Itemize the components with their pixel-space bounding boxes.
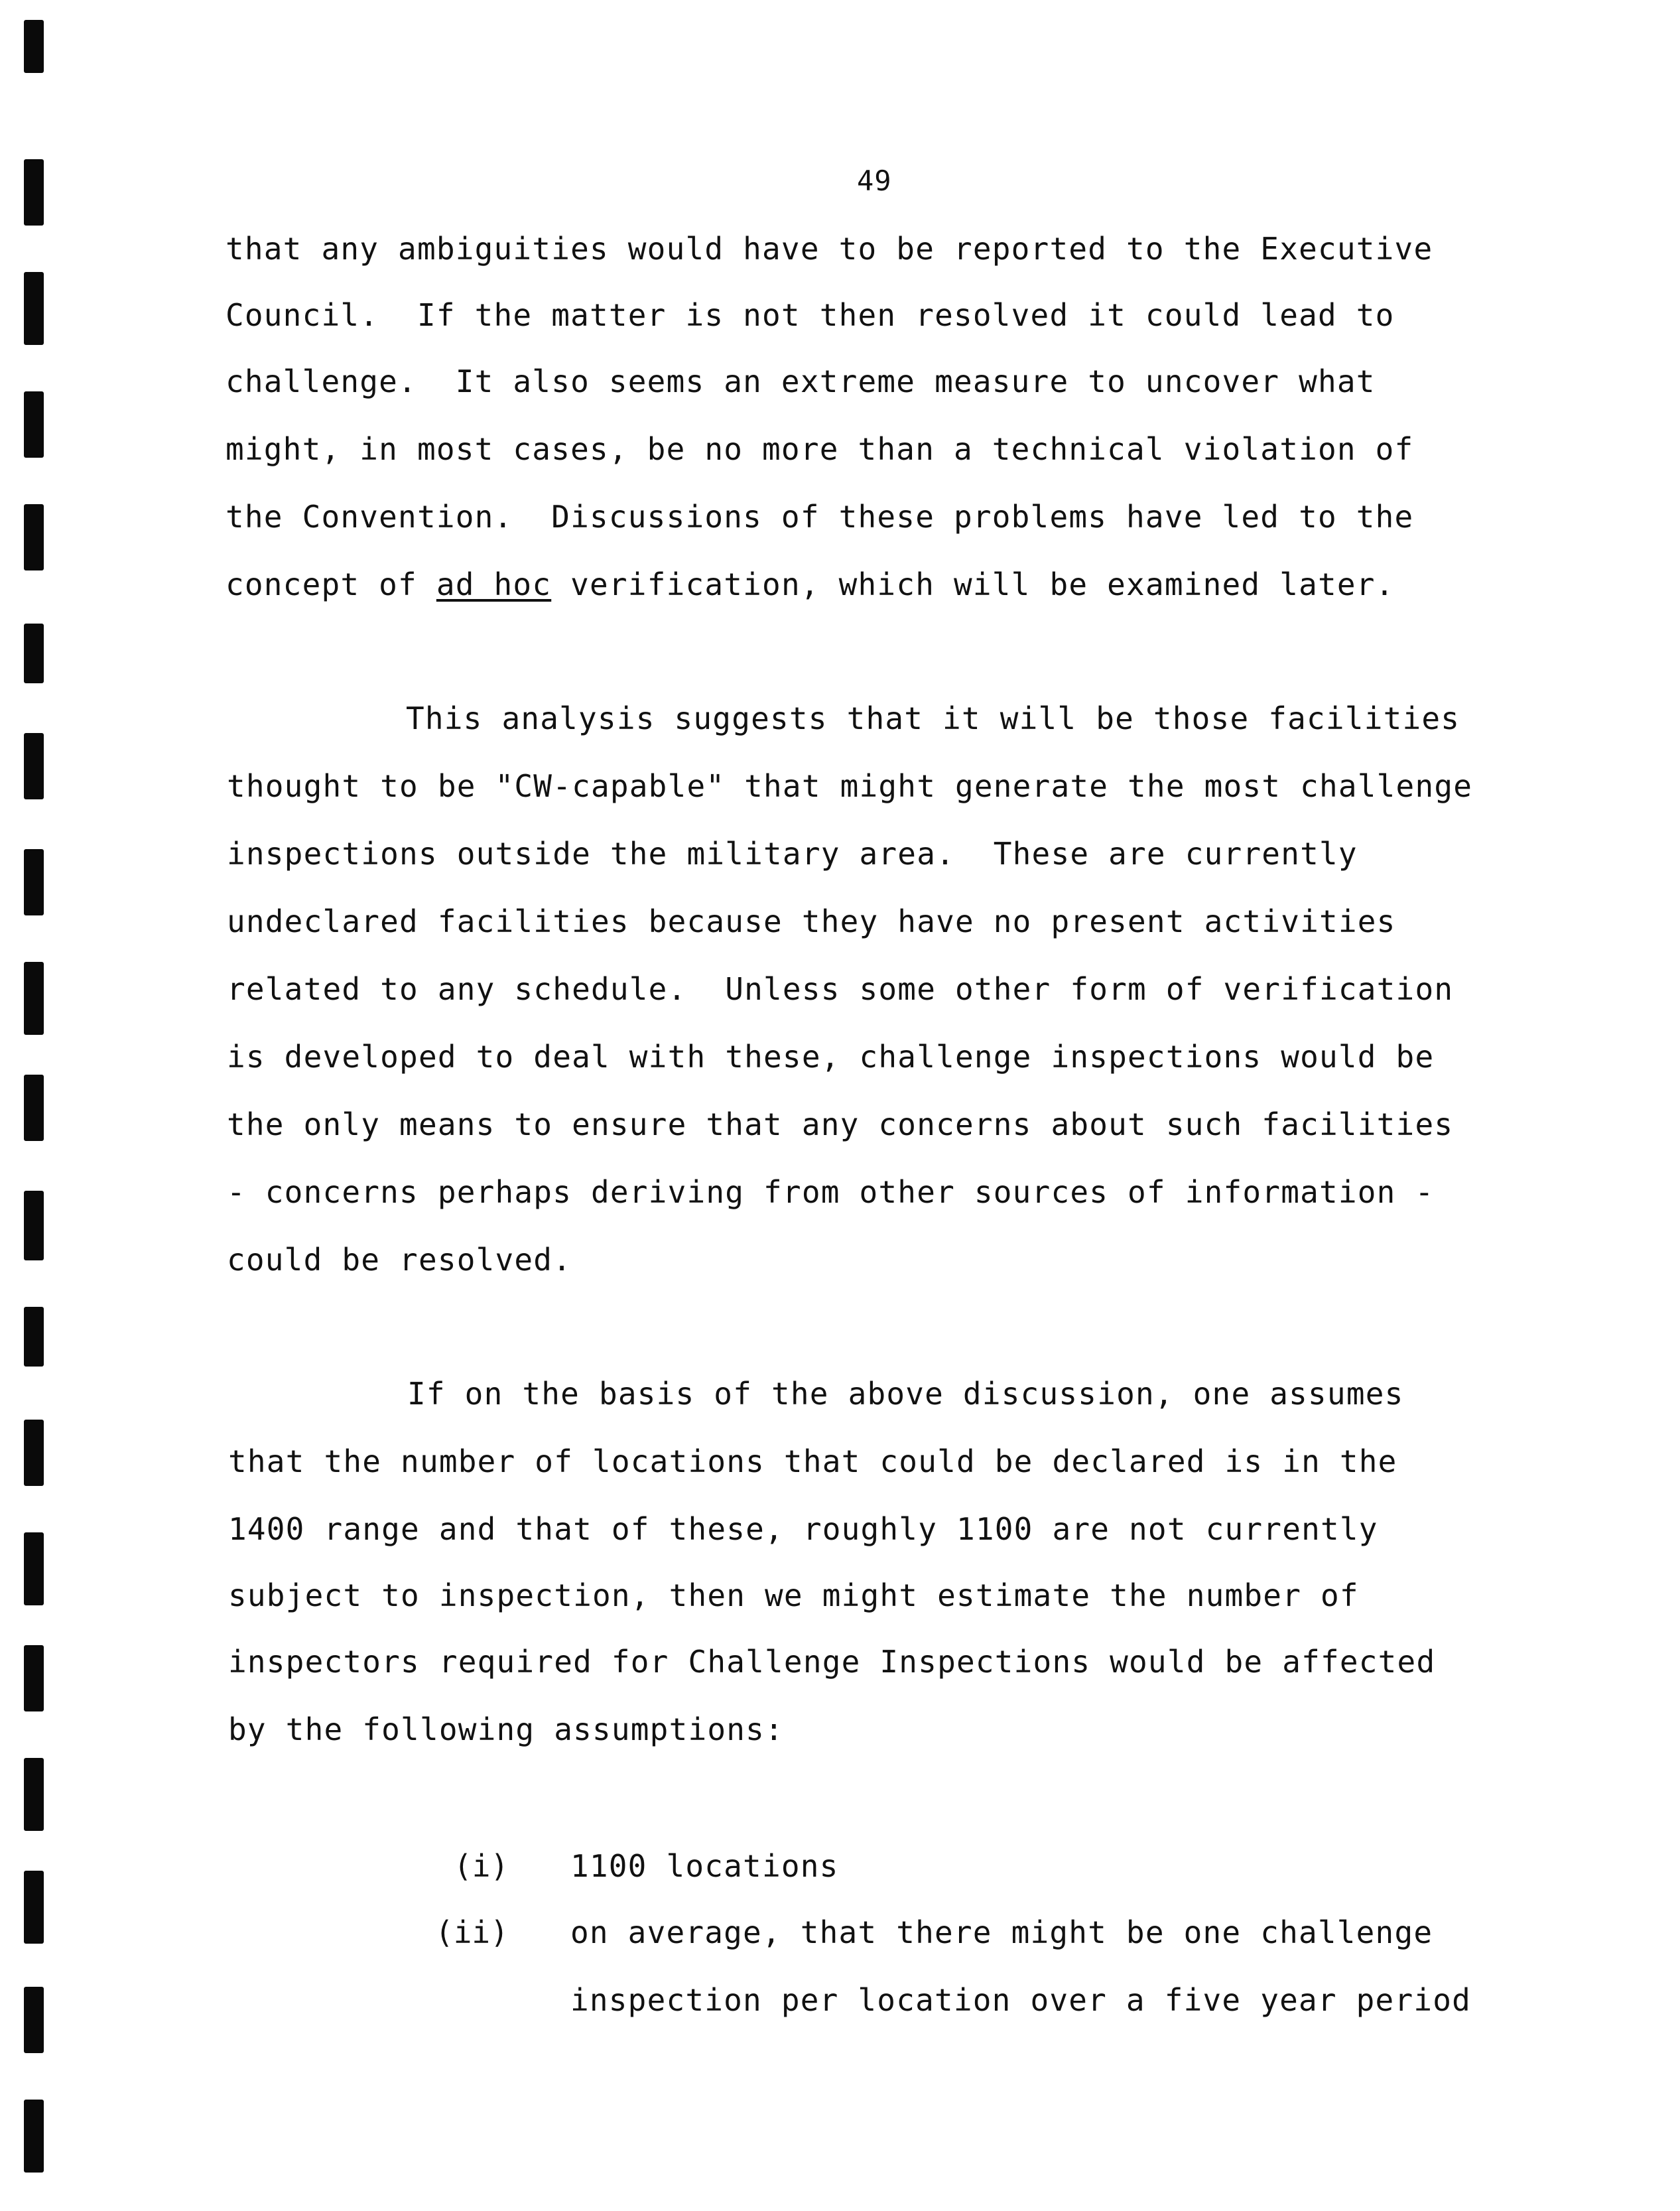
- text-line: the only means to ensure that any concerns about such facilities: [227, 1106, 1454, 1142]
- list-item: 1100 locations: [570, 1848, 839, 1884]
- binding-mark: [24, 391, 44, 458]
- text-line: is developed to deal with these, challenge inspections would be: [227, 1039, 1435, 1075]
- binding-mark: [24, 504, 44, 570]
- binding-mark: [24, 1532, 44, 1605]
- text-line: - concerns perhaps deriving from other sources of information -: [227, 1174, 1435, 1210]
- binding-mark: [24, 733, 44, 799]
- text-line: subject to inspection, then we might estimate the number of: [228, 1577, 1359, 1613]
- binding-mark: [24, 1307, 44, 1367]
- text-line: that any ambiguities would have to be reported to the Executive: [226, 231, 1433, 267]
- binding-mark: [24, 962, 44, 1035]
- text-line: by the following assumptions:: [228, 1711, 784, 1747]
- binding-mark: [24, 849, 44, 915]
- binding-mark: [24, 1987, 44, 2053]
- list-number: (ii): [435, 1914, 509, 1950]
- binding-mark: [24, 1420, 44, 1486]
- binding-mark: [24, 1758, 44, 1831]
- text-line: challenge. It also seems an extreme measure to uncover what: [226, 364, 1376, 399]
- binding-mark: [24, 624, 44, 683]
- text-line: undeclared facilities because they have no present activities: [227, 904, 1396, 939]
- binding-mark: [24, 1871, 44, 1944]
- text-segment: concept of: [226, 567, 436, 602]
- binding-mark: [24, 159, 44, 226]
- underlined-term: ad hoc: [436, 567, 552, 602]
- text-segment: verification, which will be examined later.: [551, 567, 1395, 602]
- text-line: related to any schedule. Unless some other form of verification: [227, 971, 1454, 1007]
- list-item: on average, that there might be one challenge: [570, 1914, 1433, 1950]
- text-line: the Convention. Discussions of these problems have led to the: [226, 499, 1414, 535]
- text-line: could be resolved.: [227, 1242, 572, 1278]
- text-line: thought to be "CW-capable" that might generate the most challenge: [227, 768, 1473, 804]
- binding-mark: [24, 20, 44, 73]
- binding-mark: [24, 272, 44, 345]
- text-line: [226, 567, 1395, 602]
- binding-marks: [0, 0, 80, 2211]
- text-line: inspectors required for Challenge Inspections would be affected: [228, 1644, 1436, 1680]
- text-line: that the number of locations that could be declared is in the: [228, 1443, 1397, 1479]
- binding-mark: [24, 1191, 44, 1260]
- text-line: Council. If the matter is not then resolved it could lead to: [226, 297, 1395, 333]
- text-line: If on the basis of the above discussion, one assumes: [407, 1376, 1404, 1412]
- page-number: 49: [857, 165, 892, 197]
- binding-mark: [24, 1645, 44, 1711]
- list-item-continuation: inspection per location over a five year period: [570, 1982, 1472, 2018]
- list-number: (i): [454, 1848, 509, 1884]
- text-line: This analysis suggests that it will be those facilities: [406, 701, 1460, 736]
- binding-mark: [24, 1075, 44, 1141]
- text-line: 1400 range and that of these, roughly 1100 are not currently: [228, 1511, 1378, 1547]
- binding-mark: [24, 2100, 44, 2173]
- text-line: might, in most cases, be no more than a technical violation of: [226, 431, 1414, 467]
- text-line: inspections outside the military area. These are currently: [227, 836, 1358, 872]
